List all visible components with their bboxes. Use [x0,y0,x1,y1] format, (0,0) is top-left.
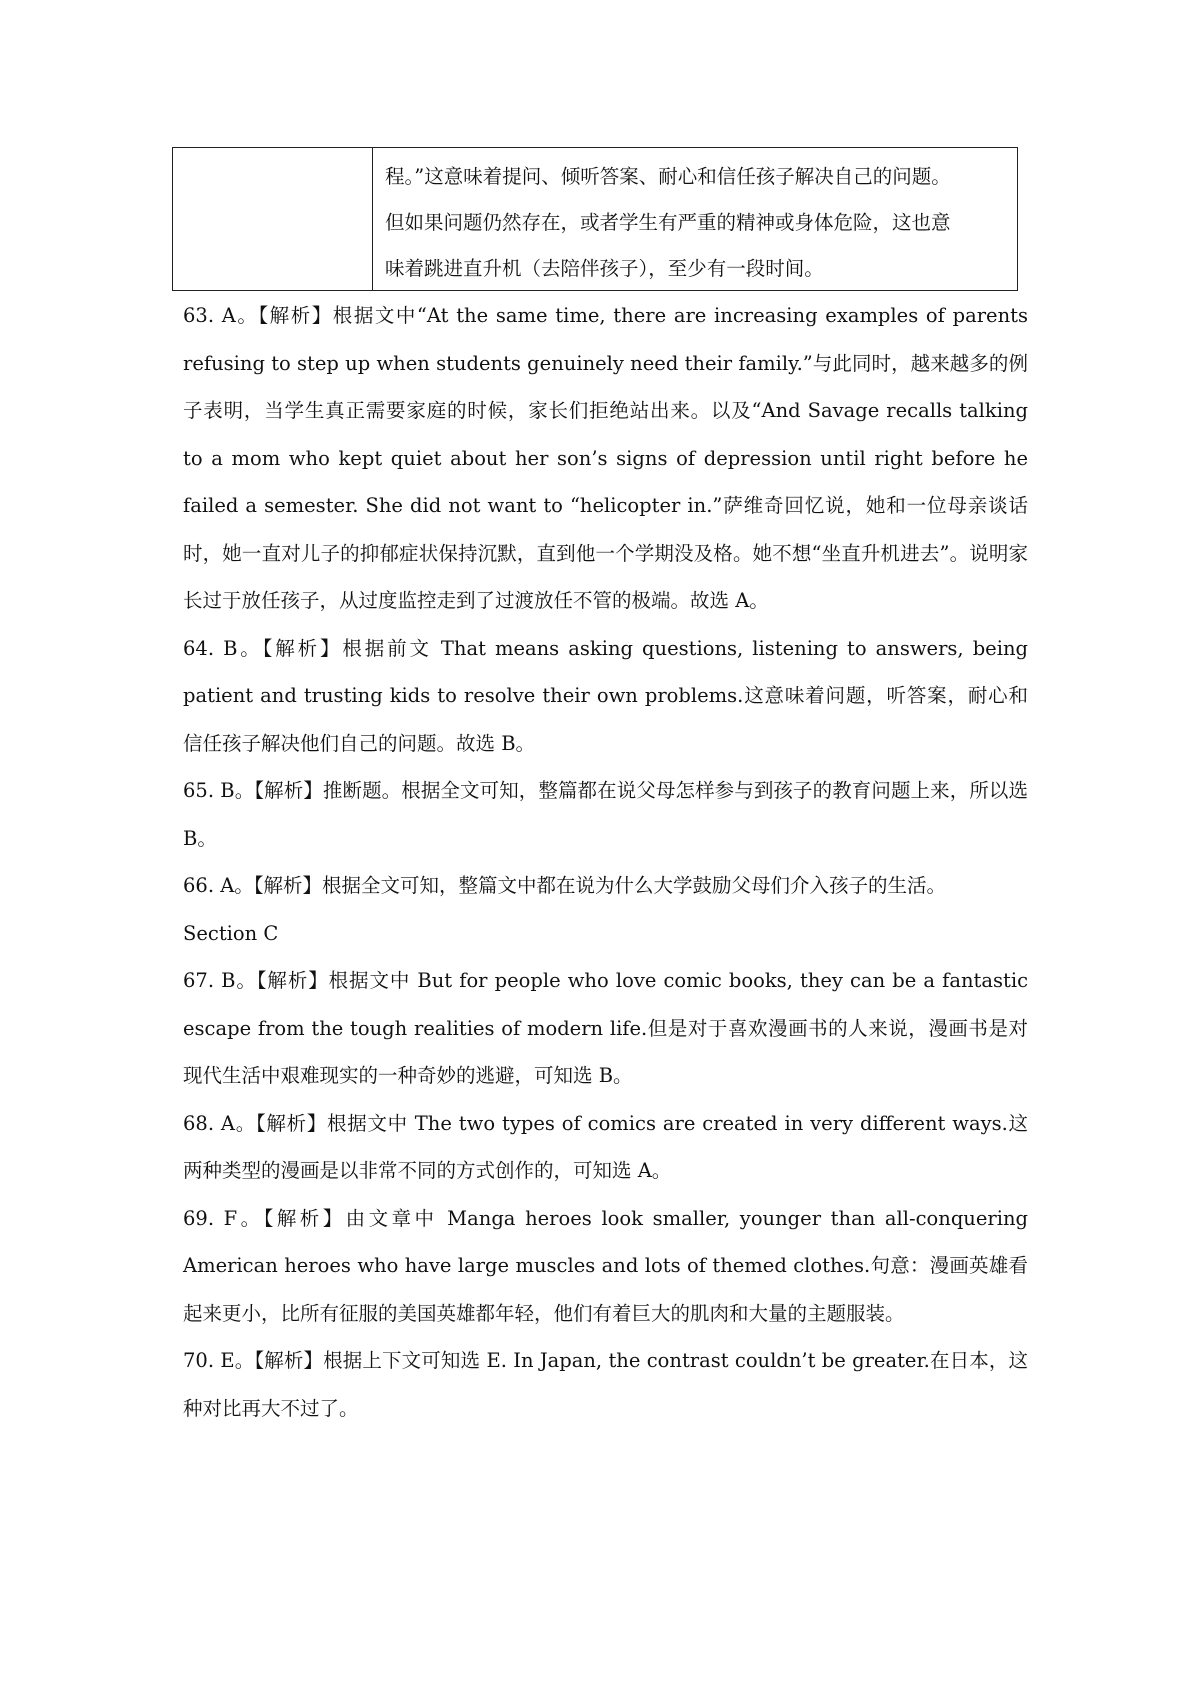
table-line: 味着跳进直升机（去陪伴孩子），至少有一段时间。 [385,257,824,280]
table-line: 程。”这意味着提问、倾听答案、耐心和信任孩子解决自己的问题。 [385,165,951,188]
answer-64: 64. B。【解析】根据前文 That means asking questions, listening to answers, being patient and trusting kids to resolve their own problems.这意味着问题，听答案，耐心和信任孩子解决他们自己的问题。故选 B。 [183,636,1028,755]
answer-63: 63. A。【解析】根据文中“At the same time, there are increasing examples of parents refusing to step up when students genuinely need their family.”与此同时，越来越多的例子表明，当学生真正需要家庭的时候，家长们拒绝站出来。以及“And Savage recalls talking to a mom who kept quiet about her son’s signs of depression until right before he failed a semester. She did not want to “helicopter in.”萨维奇回忆说，她和一位母亲谈话时，她一直对儿子的抑郁症状保持沉默，直到他一个学期没及格。她不想“坐直升机进去”。说明家长过于放任孩子，从过度监控走到了过渡放任不管的极端。故选 A。 [183,304,1028,612]
answer-explanations [183,292,1028,1432]
section-heading: Section C [183,921,279,945]
answer-70: 70. E。【解析】根据上下文可知选 E. In Japan, the contrast couldn’t be greater.在日本，这种对比再大不过了。 [183,1349,1028,1420]
table-line: 但如果问题仍然存在，或者学生有严重的精神或身体危险，这也意 [385,211,951,234]
answer-67: 67. B。【解析】根据文中 But for people who love comic books, they can be a fantastic escape from the tough realities of modern life.但是对于喜欢漫画书的人来说，漫画书是对现代生活中艰难现实的一种奇妙的逃避，可知选 B。 [183,969,1028,1087]
answer-68: 68. A。【解析】根据文中 The two types of comics are created in very different ways.这两种类型的漫画是以非常不同的方式创作的，可知选 A。 [183,1111,1028,1182]
answer-66: 66. A。【解析】根据全文可知，整篇文中都在说为什么大学鼓励父母们介入孩子的生活。 [183,874,947,897]
table-text-cell [373,148,1017,290]
answer-65: 65. B。【解析】推断题。根据全文可知，整篇都在说父母怎样参与到孩子的教育问题上来，所以选 B。 [183,779,1028,850]
answer-69: 69. F。【解析】由文章中 Manga heroes look smaller, younger than all-conquering American heroes who have large muscles and lots of themed clothes.句意：漫画英雄看起来更小，比所有征服的美国英雄都年轻，他们有着巨大的肌肉和大量的主题服装。 [183,1206,1028,1325]
continuation-table [172,147,1018,291]
table-empty-cell [173,148,373,290]
